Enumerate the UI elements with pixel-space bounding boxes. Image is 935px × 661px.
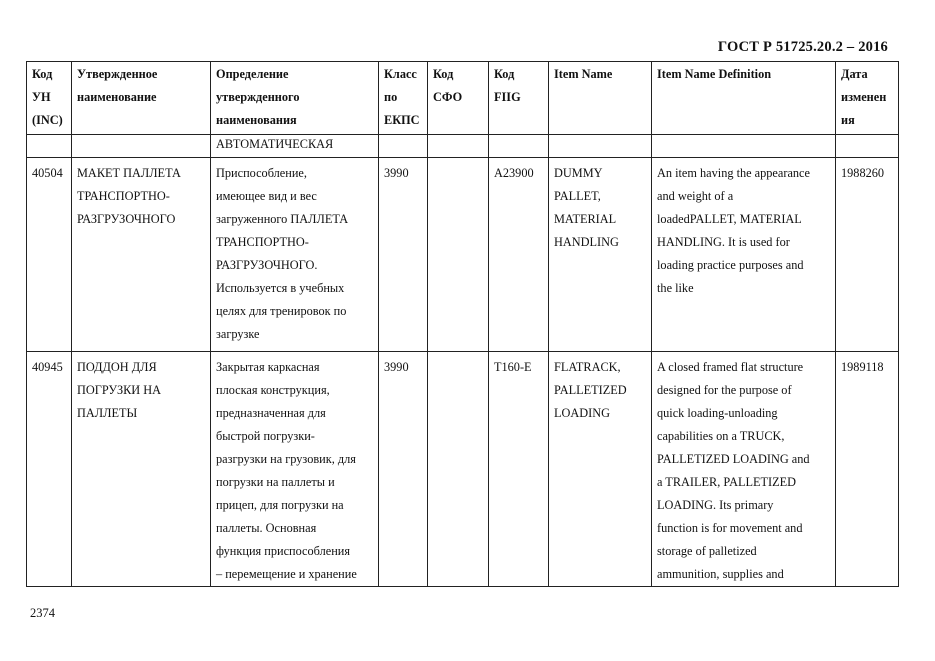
- header-name-definition: Определение утвержденного наименования: [211, 62, 379, 135]
- item-definition-cell: An item having the appearance and weight of a loadedPALLET, MATERIAL HANDLING. It is used for loading practice purposes and the like: [652, 158, 836, 352]
- table-cell: [428, 135, 489, 158]
- header-item-name-definition: Item Name Definition: [652, 62, 836, 135]
- header-fiig-code: Код FIIG: [489, 62, 549, 135]
- table-row: [27, 158, 899, 352]
- approved-name-cell: МАКЕТ ПАЛЛЕТА ТРАНСПОРТНО- РАЗГРУЗОЧНОГО: [72, 158, 211, 352]
- sfo-code-cell: [428, 158, 489, 352]
- item-name-cell: FLATRACK, PALLETIZED LOADING: [549, 352, 652, 587]
- approved-name-cell: ПОДДОН ДЛЯ ПОГРУЗКИ НА ПАЛЛЕТЫ: [72, 352, 211, 587]
- item-name-cell: DUMMY PALLET, MATERIAL HANDLING: [549, 158, 652, 352]
- table-row: [27, 352, 899, 587]
- ekps-class-cell: 3990: [379, 352, 428, 587]
- inc-code-cell: 40504: [27, 158, 72, 352]
- page-number: 2374: [30, 606, 55, 620]
- table-cell: [379, 135, 428, 158]
- table-cell: [27, 135, 72, 158]
- name-definition-cell: Приспособление, имеющее вид и вес загруженного ПАЛЛЕТА ТРАНСПОРТНО- РАЗГРУЗОЧНОГО. Используется в учебных целях для тренировок по загрузке: [211, 158, 379, 352]
- document-standard-number: ГОСТ Р 51725.20.2 – 2016: [717, 39, 888, 55]
- fiig-code-cell: T160-E: [489, 352, 549, 587]
- header-item-name: Item Name: [549, 62, 652, 135]
- header-approved-name: Утвержденное наименование: [72, 62, 211, 135]
- change-date-cell: 1988260: [836, 158, 899, 352]
- name-definition-cell: Закрытая каркасная плоская конструкция, предназначенная для быстрой погрузки- разгрузки на грузовик, для погрузки на паллеты и прицеп, для погрузки на паллеты. Основная функция приспособления – перемещение и хранение: [211, 352, 379, 587]
- table-cell: АВТОМАТИЧЕСКАЯ: [211, 135, 379, 158]
- table-cell: [72, 135, 211, 158]
- header-ekps-class: Класс по ЕКПС: [379, 62, 428, 135]
- change-date-cell: 1989118: [836, 352, 899, 587]
- sfo-code-cell: [428, 352, 489, 587]
- table-cell: [549, 135, 652, 158]
- item-names-table: [26, 61, 899, 587]
- header-change-date: Дата изменен ия: [836, 62, 899, 135]
- table-continuation-row: [27, 135, 899, 158]
- header-sfo-code: Код СФО: [428, 62, 489, 135]
- inc-code-cell: 40945: [27, 352, 72, 587]
- item-definition-cell: A closed framed flat structure designed for the purpose of quick loading-unloading capabilities on a TRUCK, PALLETIZED LOADING and a TRAILER, PALLETIZED LOADING. Its primary function is for movement and storage of palletized ammunition, supplies and: [652, 352, 836, 587]
- table-cell: [836, 135, 899, 158]
- ekps-class-cell: 3990: [379, 158, 428, 352]
- table-header-row: [27, 62, 899, 135]
- table-cell: [652, 135, 836, 158]
- header-inc-code: Код УН (INC): [27, 62, 72, 135]
- fiig-code-cell: A23900: [489, 158, 549, 352]
- table-cell: [489, 135, 549, 158]
